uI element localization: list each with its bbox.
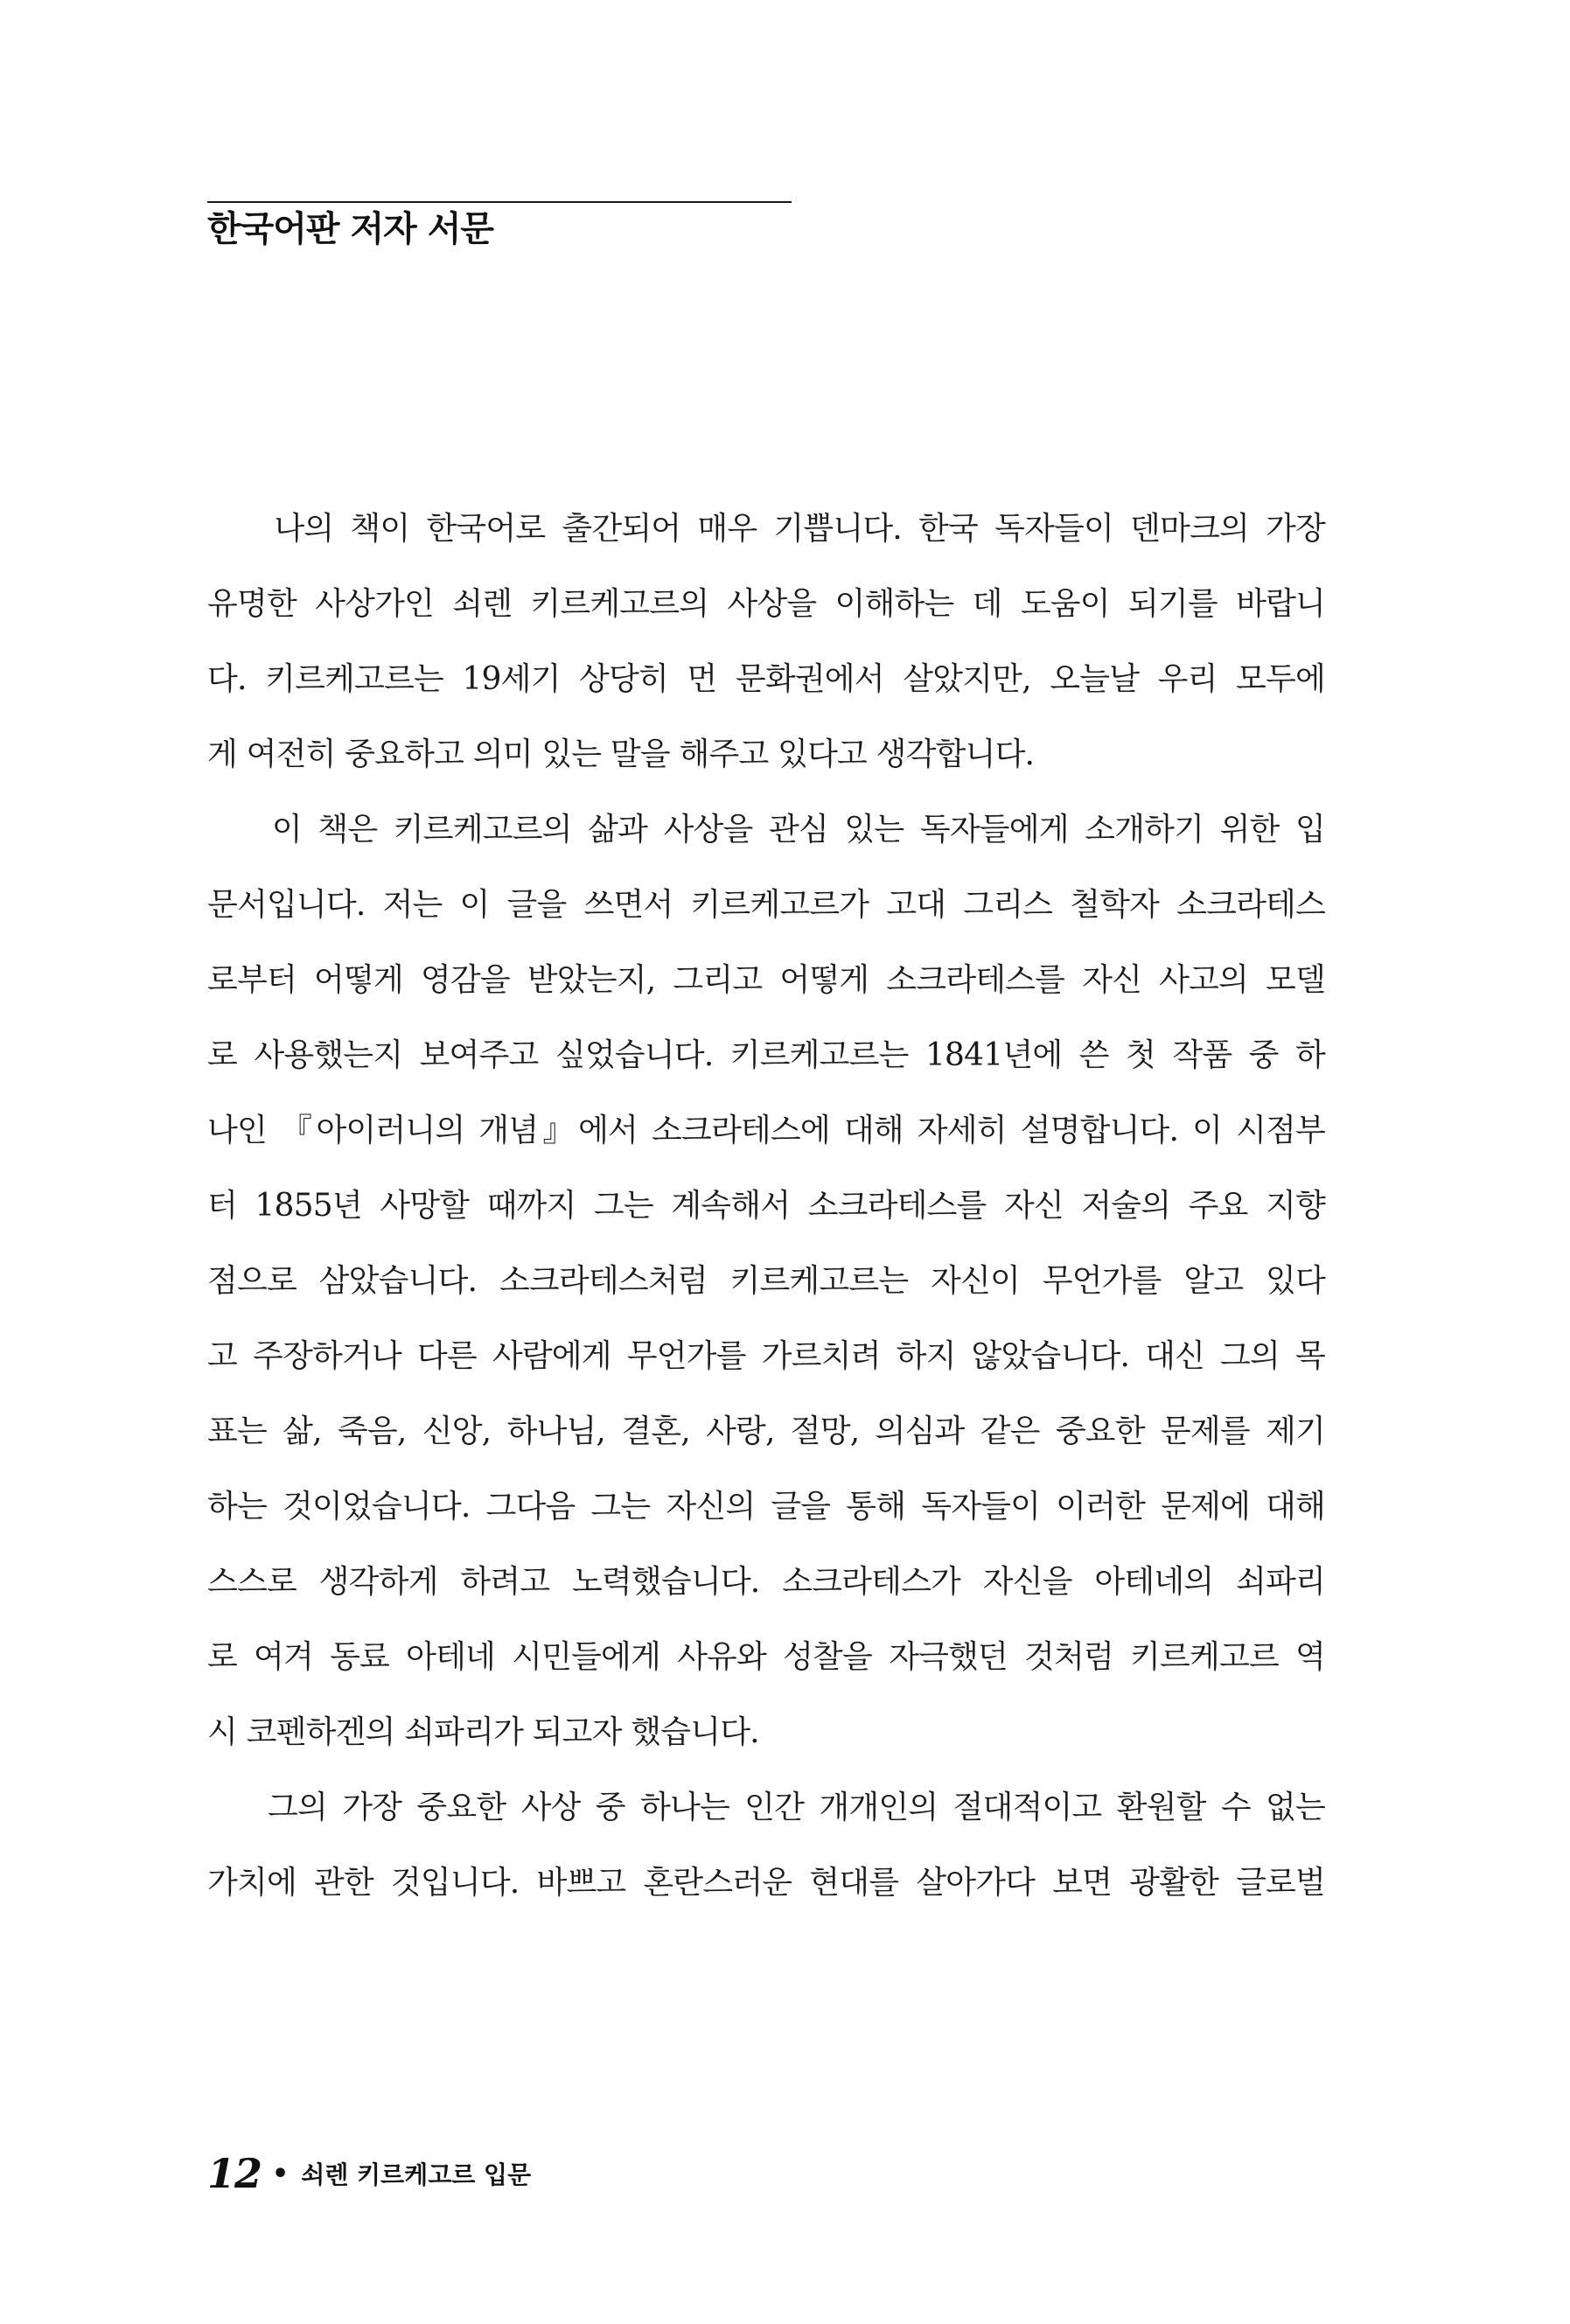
text-line: 점으로 삼았습니다. 소크라테스처럼 키르케고르는 자신이 무언가를 알고 있다 (207, 1263, 1325, 1299)
text-line: 나인 『아이러니의 개념』에서 소크라테스에 대해 자세히 설명합니다. 이 시점부 (207, 1113, 1325, 1148)
footer-separator: • (272, 2158, 290, 2189)
text-line: 다. 키르케고르는 19세기 상당히 먼 문화권에서 살았지만, 오늘날 우리 모두에 (207, 661, 1325, 697)
text-line: 문서입니다. 저는 이 글을 쓰면서 키르케고르가 고대 그리스 철학자 소크라테스 (207, 887, 1325, 923)
page-footer (207, 2143, 531, 2204)
text-line: 시 코펜하겐의 쇠파리가 되고자 했습니다. (207, 1714, 759, 1750)
text-line: 이 책은 키르케고르의 삶과 사상을 관심 있는 독자들에게 소개하기 위한 입 (207, 812, 1325, 848)
text-line: 로부터 어떻게 영감을 받았는지, 그리고 어떻게 소크라테스를 자신 사고의 모델 (207, 962, 1325, 998)
text-line: 터 1855년 사망할 때까지 그는 계속해서 소크라테스를 자신 저술의 주요 지향 (207, 1188, 1325, 1224)
section-heading: 한국어판 저자 서문 (207, 209, 493, 249)
text-line: 나의 책이 한국어로 출간되어 매우 기쁩니다. 한국 독자들이 덴마크의 가장 (207, 511, 1325, 547)
text-line: 고 주장하거나 다른 사람에게 무언가를 가르치려 하지 않았습니다. 대신 그의 목 (207, 1338, 1325, 1374)
text-line: 게 여전히 중요하고 의미 있는 말을 해주고 있다고 생각합니다. (207, 736, 1035, 772)
page-number: 12 (207, 2150, 262, 2197)
text-line: 유명한 사상가인 쇠렌 키르케고르의 사상을 이해하는 데 도움이 되기를 바랍니 (207, 586, 1325, 622)
text-line: 로 여겨 동료 아테네 시민들에게 사유와 성찰을 자극했던 것처럼 키르케고르 역 (207, 1639, 1325, 1675)
text-line: 가치에 관한 것입니다. 바쁘고 혼란스러운 현대를 살아가다 보면 광활한 글로벌 (207, 1865, 1325, 1901)
text-line: 그의 가장 중요한 사상 중 하나는 인간 개개인의 절대적이고 환원할 수 없는 (207, 1790, 1325, 1825)
text-line: 하는 것이었습니다. 그다음 그는 자신의 글을 통해 독자들이 이러한 문제에 대해 (207, 1489, 1325, 1525)
running-book-title: 쇠렌 키르케고르 입문 (301, 2160, 532, 2189)
text-line: 표는 삶, 죽음, 신앙, 하나님, 결혼, 사랑, 절망, 의심과 같은 중요한 문제를 제기 (207, 1413, 1325, 1449)
text-line: 로 사용했는지 보여주고 싶었습니다. 키르케고르는 1841년에 쓴 첫 작품 중 하 (207, 1037, 1325, 1073)
body-text (207, 492, 1325, 1921)
text-line: 스스로 생각하게 하려고 노력했습니다. 소크라테스가 자신을 아테네의 쇠파리 (207, 1564, 1325, 1600)
